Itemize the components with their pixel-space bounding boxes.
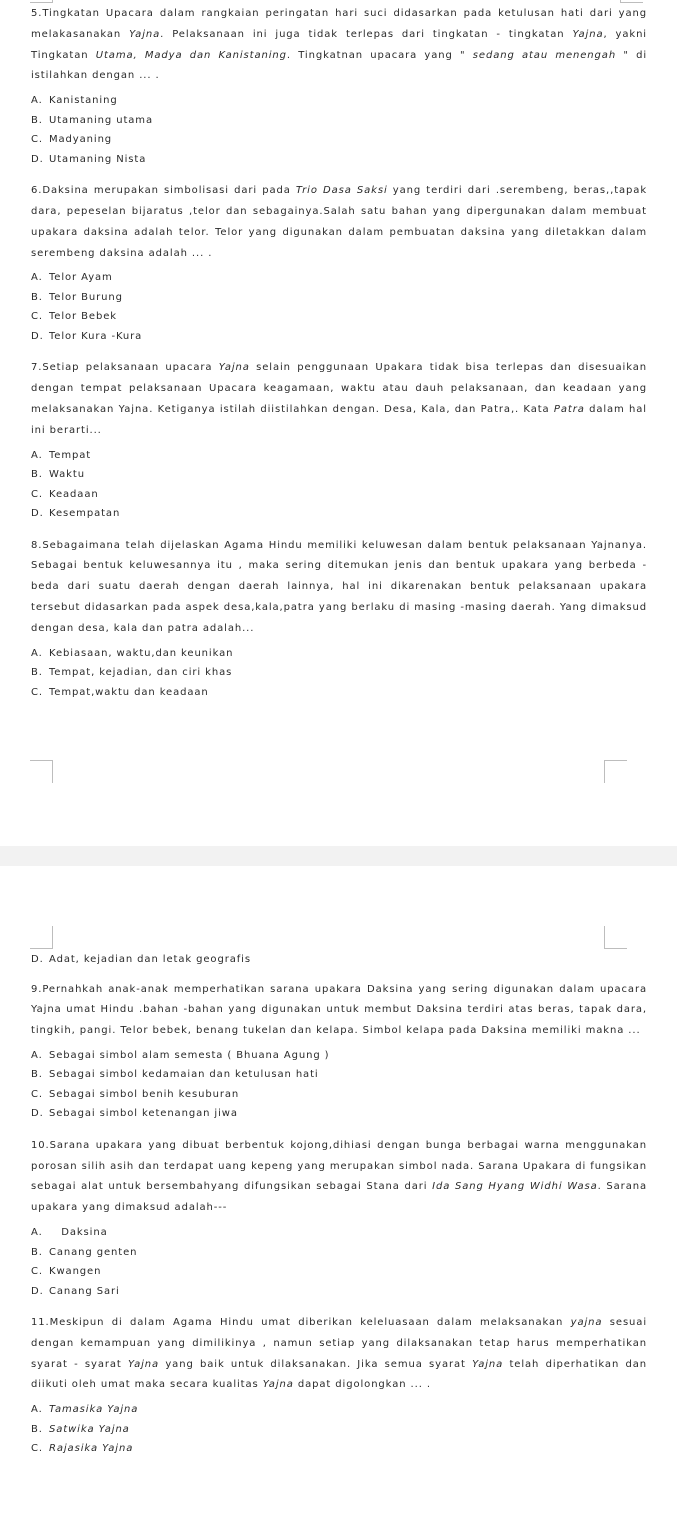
question-text-part: 5.Tingkatan Upacara dalam rangkaian peringatan hari suci didasarkan pada ketulusan hati dari yang melakasanakan: [31, 8, 647, 40]
option-letter: D.: [31, 508, 44, 520]
answer-option[interactable]: [31, 268, 647, 288]
question-q9: [31, 980, 647, 1124]
question-text-part: 10.Sarana upakara yang dibuat berbentuk kojong,dihiasi dengan bunga berbagai warna menggunakan porosan silih asih dan terdapat uang kepeng yang merupakan simbol nada. Sarana Upakara di fungsikan sebagai alat untuk bersembahyang difungsikan sebagai Stana dari: [31, 1139, 647, 1193]
question-text-part: Yajna: [129, 28, 161, 40]
question-q5: [31, 4, 647, 169]
option-letter: A.: [31, 1049, 43, 1061]
option-letter: C.: [31, 1088, 43, 1100]
answer-option[interactable]: [31, 446, 647, 466]
answer-option[interactable]: [31, 683, 647, 703]
question-text-part: sedang atau menengah: [472, 49, 617, 61]
option-letter: B.: [31, 1069, 43, 1081]
answer-options: [31, 644, 647, 703]
answer-option[interactable]: [31, 91, 647, 111]
answer-options: [31, 268, 647, 346]
answer-option[interactable]: [31, 130, 647, 150]
option-text: Canang Sari: [49, 1285, 120, 1297]
question-text: [31, 980, 647, 1042]
question-text-part: yajna: [570, 1317, 603, 1329]
question-text-part: Yajna: [472, 1358, 504, 1370]
option-text: Tempat: [49, 449, 92, 461]
option-text: Sebagai simbol ketenangan jiwa: [49, 1108, 238, 1120]
answer-option[interactable]: [31, 1282, 647, 1302]
question-text-part: , yakni Tingkatan: [31, 28, 647, 61]
question-text-part: 11.Meskipun di dalam Agama Hindu umat diberikan keleluasaan dalam melaksanakan: [31, 1317, 571, 1329]
answer-options: [31, 1046, 647, 1124]
answer-options: [31, 1400, 647, 1459]
option-text: Kebiasaan, waktu,dan keunikan: [49, 647, 234, 659]
question-text-part: Utama, Madya dan Kanistaning: [95, 49, 287, 61]
option-letter: A.: [31, 647, 43, 659]
question-text-part: Yajna: [218, 362, 250, 374]
option-text: Rajasika Yajna: [49, 1443, 134, 1455]
option-text: Telor Bebek: [49, 311, 117, 323]
questions-bottom-section: [31, 950, 647, 1471]
page-corner-mark: [604, 760, 627, 783]
question-text-part: 8.Sebagaimana telah dijelaskan Agama Hindu memiliki keluwesan dalam bentuk pelaksanaan Yajnanya. Sebagai bentuk keluwesannya itu , maka sering ditemukan jenis dan bentuk upakara yang berbeda -beda dari suatu daerah dengan daerah lainnya, hal ini dikarenakan bentuk pelaksanaan upakara tersebut didasarkan pada aspek desa,kala,patra yang berlaku di masing -masing daerah. Yang dimaksud dengan desa, kala dan patra adalah...: [31, 539, 647, 634]
option-text: Tempat,waktu dan keadaan: [49, 686, 209, 698]
answer-option[interactable]: [31, 111, 647, 131]
answer-option[interactable]: [31, 504, 647, 524]
option-text: Tamasika Yajna: [49, 1404, 139, 1416]
page-corner-mark: [30, 926, 53, 949]
answer-option[interactable]: [31, 1400, 647, 1420]
option-text: Telor Kura -Kura: [49, 330, 143, 342]
option-text: Utamaning utama: [49, 114, 153, 126]
question-text-part: Yajna: [262, 1379, 294, 1391]
option-letter: A.: [31, 1404, 43, 1416]
answer-option[interactable]: [31, 327, 647, 347]
question-text-part: Yajna: [128, 1358, 160, 1370]
question-text-part: 7.Setiap pelaksanaan upacara: [31, 362, 219, 374]
option-letter: B.: [31, 1246, 43, 1258]
option-text: Kesempatan: [49, 508, 121, 520]
answer-option[interactable]: [31, 465, 647, 485]
answer-option[interactable]: [31, 1104, 647, 1124]
answer-option[interactable]: [31, 663, 647, 683]
question-text: [31, 358, 647, 441]
option-letter: D.: [31, 1285, 44, 1297]
option-letter: D.: [31, 954, 44, 965]
option-letter: B.: [31, 667, 43, 679]
question-text-part: selain penggunaan Upakara tidak bisa terlepas dan disesuaikan dengan tempat pelaksanaan Upacara keagamaan, waktu atau dauh pelaksanaan, dan keadaan yang melaksanakan Yajna. Ketiganya istilah diistilahkan dengan. Desa, Kala, dan Patra,. Kata: [31, 362, 648, 415]
page-separator: [0, 846, 677, 866]
answer-option[interactable]: [31, 950, 647, 970]
question-text-part: " di istilahkan dengan ... .: [31, 49, 647, 82]
question-text-part: . Tingkatnan upacara yang ": [286, 49, 473, 61]
page-corner-mark: [604, 926, 627, 949]
option-letter: A.: [31, 1227, 43, 1239]
question-text-part: . Sarana upakara yang dimaksud adalah---: [31, 1181, 647, 1214]
answer-option[interactable]: [31, 1223, 647, 1243]
option-text: Canang genten: [49, 1246, 138, 1258]
question-q11: [31, 1313, 647, 1459]
question-text-part: Ida Sang Hyang Widhi Wasa: [432, 1181, 598, 1193]
option-letter: C.: [31, 1443, 43, 1455]
option-letter: B.: [31, 469, 43, 481]
option-letter: B.: [31, 291, 43, 303]
option-letter: D.: [31, 153, 44, 165]
questions-top-section: [31, 4, 647, 714]
option-text: Telor Ayam: [49, 272, 113, 284]
question-text-part: Yajna: [572, 28, 604, 40]
answer-options: [31, 91, 647, 169]
answer-option[interactable]: [31, 1085, 647, 1105]
option-text: Sebagai simbol kedamaian dan ketulusan hati: [49, 1069, 319, 1081]
option-text: Tempat, kejadian, dan ciri khas: [49, 667, 233, 679]
option-text: Satwika Yajna: [49, 1423, 130, 1435]
option-letter: C.: [31, 134, 43, 146]
option-text: Sebagai simbol alam semesta ( Bhuana Agung ): [49, 1049, 330, 1061]
answer-option[interactable]: [31, 150, 647, 170]
question-q10: [31, 1136, 647, 1301]
page-corner-mark: [30, 760, 53, 783]
answer-option[interactable]: [31, 1439, 647, 1459]
question-text-part: Patra: [553, 403, 585, 415]
answer-option[interactable]: [31, 1420, 647, 1440]
answer-option[interactable]: [31, 485, 647, 505]
page-corner-mark: [620, 0, 643, 3]
option-text: Madyaning: [49, 134, 113, 146]
question-text: [31, 1136, 647, 1219]
questions-bottom-list: [31, 980, 647, 1459]
option-text: Daksina: [49, 1227, 108, 1239]
answer-option[interactable]: [31, 1046, 647, 1066]
question-q7: [31, 358, 647, 523]
option-letter: B.: [31, 114, 43, 126]
question-text: [31, 536, 647, 640]
question-text-part: yang baik untuk dilaksanakan. Jika semua syarat: [159, 1358, 473, 1370]
question-text-part: Trio Dasa Saksi: [295, 185, 388, 197]
option-text: Sebagai simbol benih kesuburan: [49, 1088, 240, 1100]
option-letter: A.: [31, 449, 43, 461]
question-text-part: 6.Daksina merupakan simbolisasi dari pada: [31, 185, 296, 197]
question-text-part: dalam hal ini berarti...: [31, 403, 647, 436]
option-text: Waktu: [49, 469, 85, 481]
answer-option[interactable]: [31, 288, 647, 308]
option-letter: A.: [31, 95, 43, 107]
option-letter: B.: [31, 1423, 43, 1435]
question-q8: [31, 536, 647, 702]
question-q6: [31, 181, 647, 346]
question-text: [31, 1313, 647, 1396]
question-text-part: sesuai dengan kemampuan yang dimilikinya , namun setiap yang dilaksanakan tetap harus memperhatikan syarat - syarat: [31, 1317, 647, 1370]
question-text: [31, 181, 647, 264]
page-corner-mark: [30, 0, 53, 3]
option-letter: D.: [31, 330, 44, 342]
question-text-part: 9.Pernahkah anak-anak memperhatikan sarana upakara Daksina yang sering digunakan dalam upacara Yajna umat Hindu .bahan -bahan yang digunakan untuk membut Daksina terdiri atas beras, tapak dara, tingkih, pangi. Telor bebek, benang tukelan dan kelapa. Simbol kelapa pada Daksina memiliki makna ...: [31, 983, 647, 1037]
answer-options: [31, 1223, 647, 1301]
option-text: Keadaan: [49, 488, 99, 500]
answer-option[interactable]: [31, 1262, 647, 1282]
option-letter: C.: [31, 686, 43, 698]
question-text-part: telah diperhatikan dan diikuti oleh umat maka secara kualitas: [31, 1358, 647, 1391]
question-text: [31, 4, 647, 87]
option-letter: C.: [31, 488, 43, 500]
question-text-part: . Pelaksanaan ini juga tidak terlepas dari tingkatan - tingkatan: [160, 28, 573, 40]
option-text: Telor Burung: [49, 291, 123, 303]
option-letter: C.: [31, 1266, 43, 1278]
answer-option[interactable]: [31, 1065, 647, 1085]
option-text: Kwangen: [49, 1266, 102, 1278]
option-letter: C.: [31, 311, 43, 323]
option-text: Utamaning Nista: [49, 153, 147, 165]
answer-option[interactable]: [31, 644, 647, 664]
option-text: Kanistaning: [49, 95, 118, 107]
answer-option[interactable]: [31, 307, 647, 327]
question-text-part: dapat digolongkan ... .: [293, 1379, 431, 1391]
answer-option[interactable]: [31, 1243, 647, 1263]
option-text: Adat, kejadian dan letak geografis: [49, 954, 251, 965]
answer-options: [31, 446, 647, 524]
option-letter: D.: [31, 1108, 44, 1120]
option-letter: A.: [31, 272, 43, 284]
question-text-part: yang terdiri dari .serembeng, beras,,tapak dara, pepeselan bijaratus ,telor dan sebagainya.Salah satu bahan yang dipergunakan dalam membuat upakara daksina adalah telor. Telor yang digunakan dalam pembuatan daksina yang diletakkan dalam serembeng daksina adalah ... .: [31, 185, 648, 259]
